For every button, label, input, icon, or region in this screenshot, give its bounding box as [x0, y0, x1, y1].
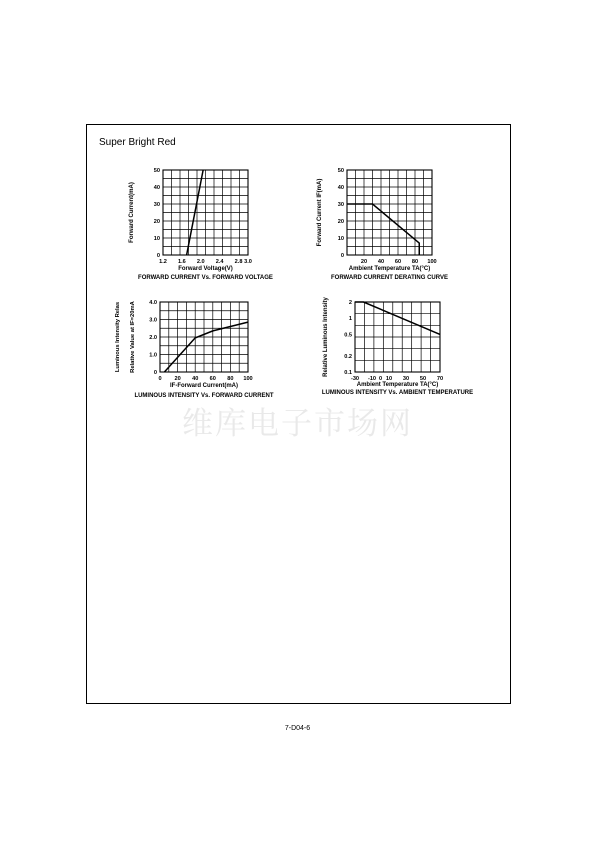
x-tick-label: -30	[350, 376, 360, 382]
x-tick-label: 30	[402, 376, 410, 382]
x-axis-label: IF-Forward Current(mA)	[170, 383, 238, 389]
watermark: 维库电子市场网	[182, 406, 413, 442]
x-tick-label: 60	[394, 259, 402, 265]
x-tick-label: 1.2	[159, 259, 167, 265]
x-tick-label: 100	[243, 376, 253, 382]
x-tick-label: 80	[411, 259, 419, 265]
x-tick-label: 10	[385, 376, 393, 382]
x-tick-label: 2.4	[215, 259, 224, 265]
x-tick-label: 60	[209, 376, 216, 382]
x-tick-label: 20	[360, 259, 368, 265]
y-tick-label: 10	[153, 236, 160, 242]
y-axis-label-line: Relative Value at IF=20mA	[130, 301, 136, 373]
chart-caption: FORWARD CURRENT DERATING CURVE	[330, 275, 449, 281]
page-heading: Super Bright Red	[99, 137, 176, 148]
y-axis-label: Forward Current IF(mA)	[317, 178, 323, 247]
y-tick-label: 40	[153, 185, 160, 191]
x-tick-label: 50	[419, 376, 427, 382]
x-tick-label: 1.6	[177, 259, 186, 265]
x-axis-label: Ambient Temperature TA(°C)	[348, 266, 431, 272]
chart-caption: FORWARD CURRENT Vs. FORWARD VOLTAGE	[138, 275, 273, 281]
x-tick-label: 40	[192, 376, 199, 382]
chart-intensity-vs-temperature	[322, 296, 473, 396]
x-tick-label: 3.0	[244, 259, 252, 265]
y-tick-label: 4.0	[149, 300, 157, 306]
y-tick-label: 1.0	[149, 352, 157, 359]
y-tick-label: 50	[337, 168, 344, 174]
y-axis-label-line: Luminous Intensity Relas	[115, 301, 121, 373]
x-tick-label: 100	[427, 259, 437, 265]
y-tick-label: 0.1	[344, 370, 352, 376]
y-tick-label: 1	[348, 316, 352, 323]
chart-caption: LUMINOUS INTENSITY Vs. FORWARD CURRENT	[134, 393, 274, 399]
x-tick-label: 80	[227, 376, 234, 382]
x-tick-label: 70	[436, 376, 444, 382]
x-tick-label: 0	[378, 376, 383, 382]
y-tick-label: 2.0	[149, 335, 157, 341]
chart-intensity-vs-current	[115, 300, 274, 399]
y-axis-label: Relative Luminous Intensity	[323, 297, 329, 377]
y-tick-label: 0	[153, 370, 157, 376]
x-tick-label: 0	[158, 376, 162, 382]
y-tick-label: 0.5	[344, 332, 352, 339]
y-tick-label: 40	[337, 185, 344, 191]
page-footer: 7-D04-6	[284, 725, 311, 732]
x-tick-label: 20	[174, 376, 181, 382]
x-axis-label: Ambient Temperature TA(°C)	[356, 382, 439, 388]
x-tick-label: 2.0	[196, 259, 205, 265]
chart-derating-curve	[317, 168, 448, 281]
x-axis-label: Forward Voltage(V)	[178, 266, 233, 272]
y-tick-label: 0.2	[344, 353, 352, 360]
y-tick-label: 2	[348, 300, 352, 306]
y-tick-label: 30	[153, 202, 160, 208]
chart-forward-voltage	[129, 168, 273, 281]
y-tick-label: 10	[337, 236, 344, 242]
y-axis-label: Forward Current(mA)	[129, 182, 135, 243]
y-tick-label: 3.0	[149, 317, 157, 324]
x-tick-label: -10	[367, 376, 377, 382]
chart-caption: LUMINOUS INTENSITY Vs. AMBIENT TEMPERATURE	[321, 390, 474, 396]
series-line	[355, 302, 440, 334]
series-line	[164, 322, 248, 372]
x-tick-label: 2.8	[234, 259, 243, 265]
y-tick-label: 30	[337, 202, 344, 208]
y-tick-label: 20	[337, 219, 344, 225]
y-tick-label: 20	[153, 219, 160, 225]
x-tick-label: 40	[377, 259, 385, 265]
y-tick-label: 0	[340, 253, 344, 259]
y-tick-label: 50	[153, 168, 160, 174]
y-tick-label: 0	[156, 253, 160, 259]
